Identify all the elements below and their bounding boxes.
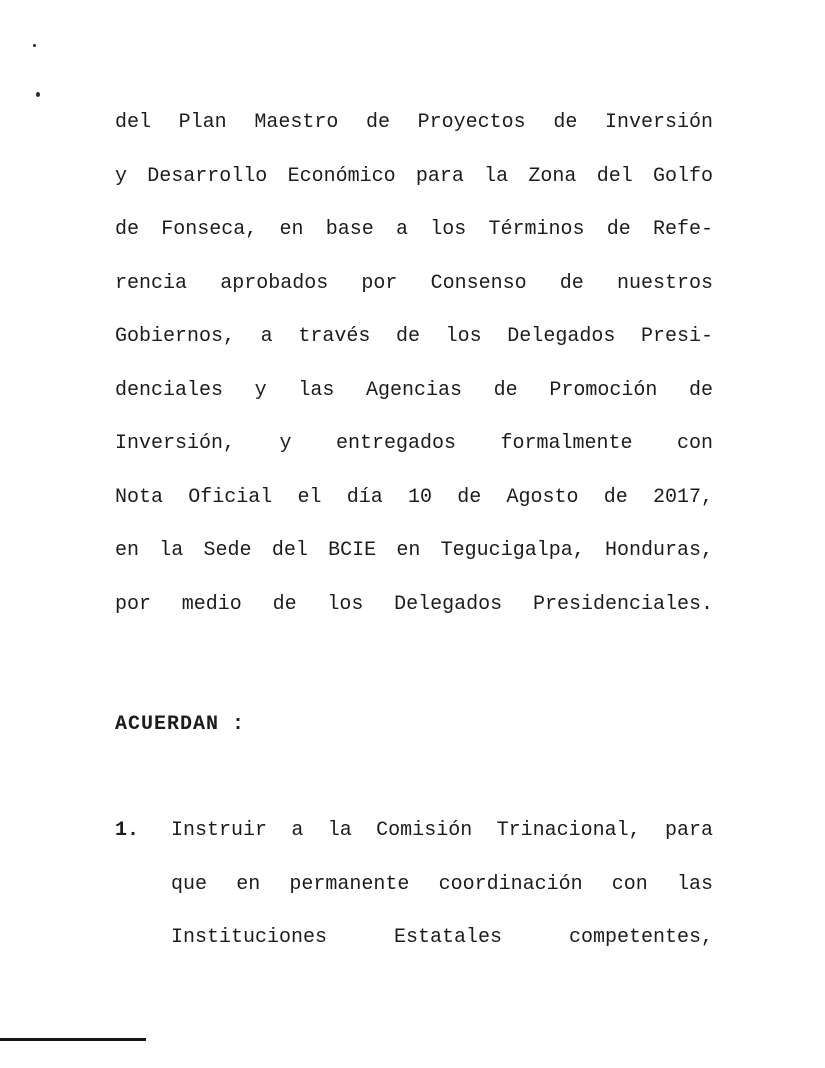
list-item-line: que en permanente coordinación con las bbox=[171, 872, 713, 896]
paragraph-line: Nota Oficial el día 10 de Agosto de 2017, bbox=[115, 485, 713, 509]
paragraph-line: denciales y las Agencias de Promoción de bbox=[115, 378, 713, 402]
list-item-1 bbox=[115, 804, 713, 965]
paragraph-plan-maestro bbox=[115, 96, 713, 631]
paragraph-line: en la Sede del BCIE en Tegucigalpa, Honduras, bbox=[115, 539, 713, 562]
paragraph-line: Gobiernos, a través de los Delegados Presi- bbox=[115, 325, 713, 348]
list-item-line: Instituciones Estatales competentes, bbox=[171, 926, 713, 949]
list-item-text bbox=[171, 804, 713, 965]
paragraph-line: por medio de los Delegados Presidenciales. bbox=[115, 592, 713, 616]
section-heading-acuerdan: ACUERDAN : bbox=[115, 713, 246, 736]
scan-speck-icon bbox=[33, 44, 36, 47]
scan-speck-icon bbox=[36, 92, 40, 97]
paragraph-line: rencia aprobados por Consenso de nuestros bbox=[115, 271, 713, 295]
scan-artifact-line bbox=[0, 1038, 146, 1041]
paragraph-line: Inversión, y entregados formalmente con bbox=[115, 432, 713, 455]
paragraph-line: de Fonseca, en base a los Términos de Refe- bbox=[115, 218, 713, 241]
paragraph-line: y Desarrollo Económico para la Zona del Golfo bbox=[115, 164, 713, 188]
list-item-number: 1. bbox=[115, 819, 140, 842]
list-item-line: Instruir a la Comisión Trinacional, para bbox=[171, 819, 713, 842]
paragraph-line: del Plan Maestro de Proyectos de Inversión bbox=[115, 111, 713, 134]
